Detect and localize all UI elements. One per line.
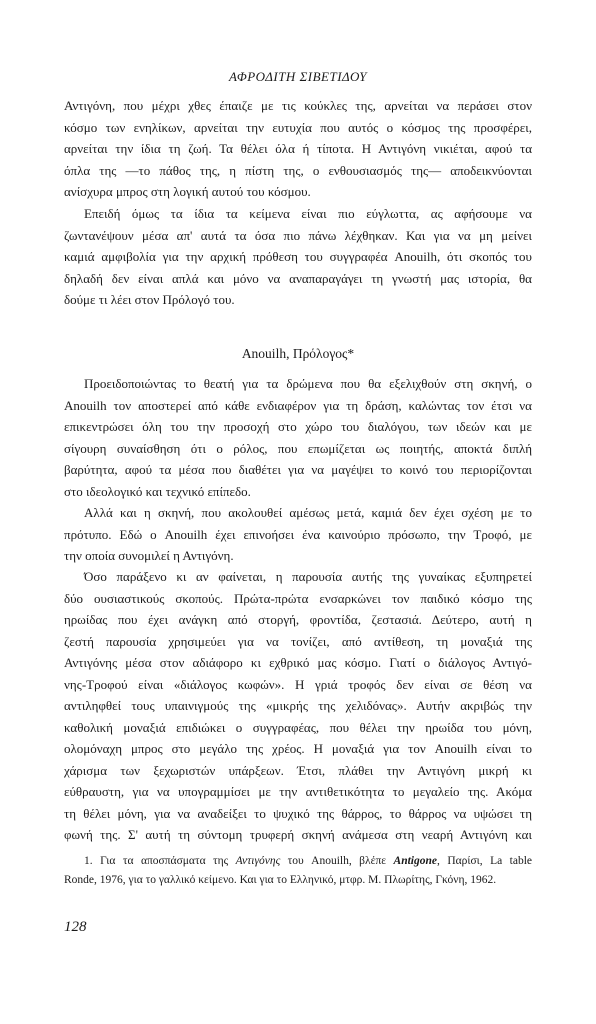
paragraph-1 [64,95,532,203]
text-line: Anouilh τον αποστερεί από κάθε ενδιαφέρον για τη δράση, καλώντας τον έτσι να [64,397,532,413]
text-line: όπλα της —το πάθος της, η πίστη της, ο ενθουσιασμός της— αποδεικνύονται [64,162,532,178]
text-line: αρνείται την ίδια τη ζωή. Τα θέλει όλα ή τίποτα. Η Αντιγόνη νικιέται, αφού τα [64,141,532,156]
text-line: δηλαδή δεν είναι απλά και μόνο να αναπαραγάγει τη γνωστή μας ιστορία, θα [64,270,532,286]
text-line: εύθραυστη, για να υπογραμμίσει με την αντιθετικότητα το μεγαλείο της. Ακόμα [64,784,532,799]
text-line: δύο ουσιαστικούς σκοπούς. Πρώτα-πρώτα ενσαρκώνει τον παιδικό κόσμο της [64,590,532,606]
text-line: Επειδή όμως τα ίδια τα κείμενα είναι πιο εύγλωττα, ας αφήσουμε να [84,206,532,221]
text-line: χάρισμα των ξεχωριστών υπάρξεων. Έτσι, πλάθει την Αντιγόνη μικρή κι [64,762,532,778]
text-line: πρότυπο. Εδώ ο Anouilh έχει επινοήσει ένα καινούριο πρόσωπο, την Τροφό, με [64,526,532,542]
footnote-title-french: Antigone [393,855,437,867]
paragraph-2 [64,203,532,311]
text-line: επικεντρώσει όλη του την προσοχή στο χώρο του διαλόγου, των ιδεών και με [64,419,532,434]
text-line: καμιά αμφιβολία για την αρχική πρόθεση του συγγραφέα Anouilh, ότι σκοπός του [64,249,532,264]
text-line: σίγουρη συναίσθηση ότι ο ρόλος, που επωμίζεται ως ποιητής, αποκτά διπλή [64,440,532,456]
text-line: Όσο παράξενο κι αν φαίνεται, η παρουσία αυτής της γυναίκας εξυπηρετεί [84,569,532,584]
text-line: ηρωίδας που έχει ανάγκη από στοργή, φροντίδα, ζεστασιά. Δεύτερο, αυτή η [64,612,532,627]
text-line: δούμε τι λέει στον Πρόλογό του. [64,292,235,307]
text-line: Αντιγόνη, που μέχρι χθες έπαιζε με τις κούκλες της, αρνείται να περάσει στον [64,98,532,113]
text-line: στο ιδεολογικό και τεχνικό επίπεδο. [64,483,251,499]
text-line: νης-Τροφού είναι «διάλογος κωφών». Η γριά τροφός δεν είναι σε θέση να [64,676,532,692]
text-line: κόσμο των ενηλίκων, αρνείται την ευτυχία που αυτός ο κόσμος της προσφέρει, [64,119,532,135]
text-line: την οποία συνομιλεί η Αντιγόνη. [64,548,234,563]
footnote-text: 1. Για τα αποσπάσματα της [84,855,236,867]
paragraph-5 [64,566,532,846]
footnote-line-1 [64,852,532,871]
text-line: Αλλά και η σκηνή, που ακολουθεί αμέσως μετά, καμιά δεν έχει σχέση με το [84,505,532,520]
page-number: 128 [64,919,87,935]
text-line: τη θέλει μόνη, για να αναδείξει το ψυχικό της θάρρος, το θάρρος να υψώσει τη [64,805,532,821]
text-line: ζεστή παρουσία χρησιμεύει για να τονίζει, από αντίθεση, τη μοναξιά της [64,633,532,649]
text-line: φωνή της. Σ' αυτή τη σύντομη τρυφερή σκηνή ανάμεσα στη νεαρή Αντιγόνη και [64,827,532,842]
footnote-text: του Anouilh, βλέπε [280,855,394,867]
text-line: αντιληφθεί τους υπαινιγμούς της «μικρής της χελιδόνας». Αυτήν ακριβώς την [64,698,532,713]
section-heading: Anouilh, Πρόλογος* [241,346,355,361]
text-line: ανίσχυρα μπρος στη λογική αυτού του κόσμου. [64,184,311,199]
footnote-line-2: Ronde, 1976, για το γαλλικό κείμενο. Και για το Ελληνικό, μτφρ. Μ. Πλωρίτης, Γκόνη, 1962. [64,874,497,886]
paragraph-4 [64,502,532,567]
text-line: Προειδοποιώντας το θεατή για τα δρώμενα που θα εξελιχθούν στη σκηνή, ο [84,376,532,391]
paragraph-3 [64,373,532,502]
footnote [64,852,532,890]
running-head: ΑΦΡΟΔΙΤΗ ΣΙΒΕΤΙΔΟΥ [228,69,368,84]
text-line: ολομόναχη μπρος στο μεγάλο της χρέος. Η μοναξιά για τον Anouilh είναι το [64,741,532,756]
text-line: ζωντανέψουν μέσα απ' αυτά τα όσα πιο πάνω λέχθηκαν. Και για να μη μείνει [64,227,532,243]
footnote-title-greek: Αντιγόνης [235,855,281,867]
text-line: βαρύτητα, αφού τα μέσα που διαθέτει για να μαγέψει το κοινό του περιορίζονται [64,462,532,477]
text-line: Αντιγόνης μέσα στον αδιάφορο κι εχθρικό μας κόσμο. Γιατί ο διάλογος Αντιγό- [64,655,532,670]
footnote-text: , Παρίσι, La table [437,855,533,867]
text-line: καθολική μοναξιά επιδιώκει ο συγγραφέας, που θέλει την ηρωίδα του μόνη, [64,719,532,735]
